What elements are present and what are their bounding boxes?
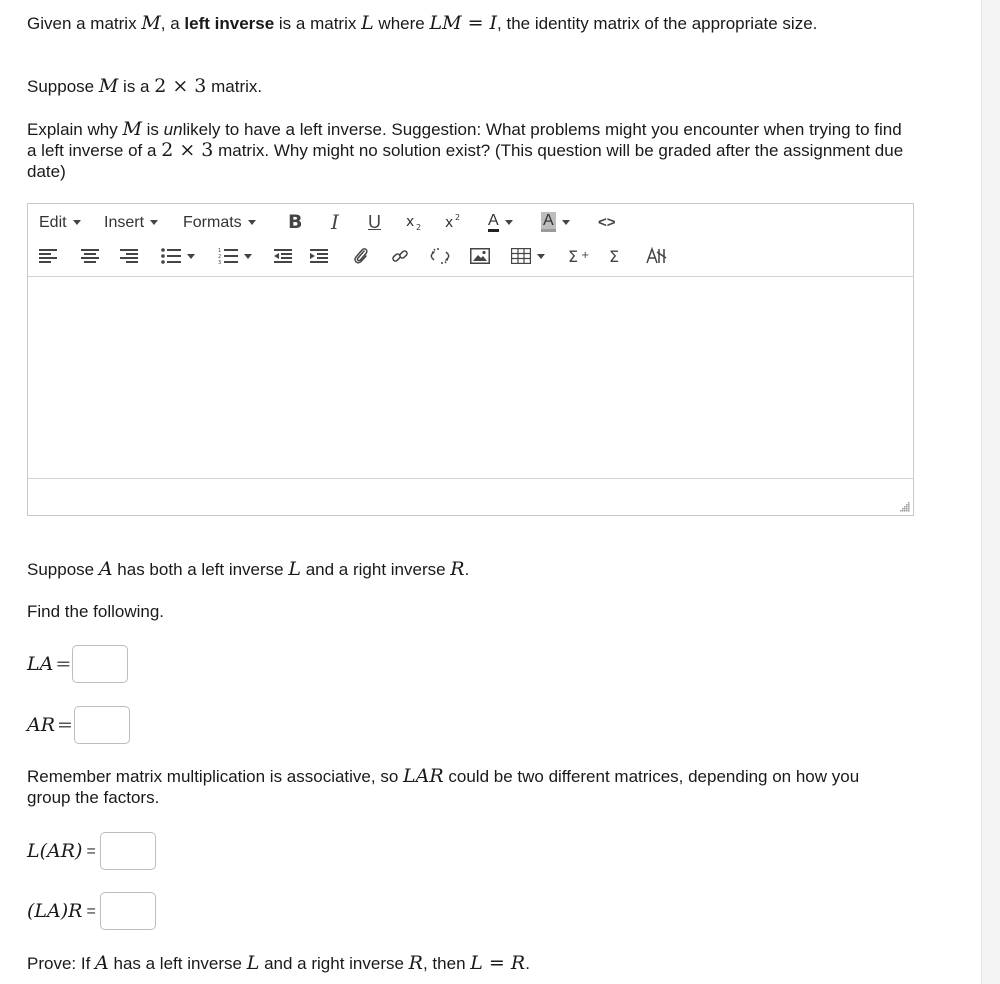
insert-equation-button[interactable] (567, 244, 593, 268)
indent-button[interactable] (309, 244, 329, 268)
align-left-icon (39, 248, 57, 264)
answer-l-ar-row (27, 832, 156, 870)
svg-text:2: 2 (416, 223, 422, 232)
explain-question: Explain why M is unlikely to have a left inverse. Suggestion: What problems might you encounter when trying to find a left inverse of a 2 × 3 matrix. Why might no solution exist? (This question will be graded after the assignment due date) (27, 118, 904, 181)
chevron-down-icon (537, 254, 545, 259)
superscript-icon (443, 212, 463, 232)
suppose-m-text: Suppose M is a 2 × 3 matrix. (27, 75, 263, 97)
attach-button[interactable] (351, 244, 371, 268)
svg-text:x: x (445, 215, 454, 231)
chevron-down-icon (505, 220, 513, 225)
insert-image-button[interactable] (469, 244, 491, 268)
editor-toolbar (28, 204, 913, 277)
align-left-button[interactable] (38, 244, 58, 268)
bold-button[interactable]: B (288, 210, 303, 233)
find-text: Find the following. (27, 602, 165, 621)
svg-text:Σ: Σ (568, 247, 579, 266)
align-center-button[interactable] (80, 244, 100, 268)
svg-text:2: 2 (455, 213, 461, 222)
indent-icon (310, 248, 328, 264)
paperclip-icon (353, 247, 369, 265)
bullet-list-icon (161, 248, 181, 264)
chevron-down-icon (244, 254, 252, 259)
link-icon (391, 247, 409, 265)
chevron-down-icon (187, 254, 195, 259)
ar-answer-input[interactable] (74, 706, 130, 744)
chevron-down-icon (248, 220, 256, 225)
chevron-down-icon (562, 220, 570, 225)
italic-button[interactable]: I (331, 209, 339, 234)
font-color-button[interactable] (488, 210, 513, 234)
svg-text:+: + (581, 250, 590, 261)
numbered-list-button[interactable] (218, 244, 258, 268)
source-code-button[interactable]: <> (598, 213, 616, 231)
insert-table-button[interactable] (511, 244, 551, 268)
svg-text:3: 3 (218, 260, 222, 264)
prove-text: Prove: If A has a left inverse L and a right inverse R, then L = R. (27, 952, 530, 974)
l-ar-label: L(AR) (27, 839, 83, 862)
l-ar-answer-input[interactable] (100, 832, 156, 870)
la-label: LA (27, 652, 54, 675)
insert-menu-label: Insert (104, 213, 145, 231)
equals-sign: = (86, 842, 96, 860)
equals-sign: = (57, 713, 73, 736)
remove-link-button[interactable] (429, 244, 451, 268)
editor-content-area[interactable] (28, 276, 913, 480)
superscript-button[interactable] (442, 210, 464, 234)
formats-menu-label: Formats (183, 213, 242, 231)
edit-menu-label: Edit (39, 213, 67, 231)
suppose-a-text: Suppose A has both a left inverse L and a right inverse R. (27, 558, 470, 580)
align-right-icon (120, 248, 138, 264)
subscript-button[interactable] (403, 210, 425, 234)
sigma-icon (607, 246, 627, 266)
outdent-icon (274, 248, 292, 264)
formats-menu[interactable] (183, 210, 256, 234)
chevron-down-icon (150, 220, 158, 225)
svg-text:2: 2 (218, 254, 222, 260)
edit-menu[interactable] (39, 210, 81, 234)
font-color-icon: A (488, 212, 499, 232)
la-r-label: (LA)R (27, 899, 83, 922)
sigma-plus-icon (568, 246, 592, 266)
bullet-list-button[interactable] (161, 244, 201, 268)
underline-button[interactable]: U (368, 211, 381, 232)
insert-link-button[interactable] (389, 244, 411, 268)
intro-text: Given a matrix M, a left inverse is a matrix L where LM = I, the identity matrix of the appropriate size. (27, 12, 818, 34)
svg-text:x: x (406, 214, 415, 230)
table-icon (511, 248, 531, 264)
remember-text: Remember matrix multiplication is associative, so LAR could be two different matrices, depending on how you group the factors. (27, 765, 860, 807)
svg-text:1: 1 (218, 248, 222, 254)
la-r-answer-input[interactable] (100, 892, 156, 930)
equals-sign: = (86, 902, 96, 920)
image-icon (470, 248, 490, 264)
background-color-button[interactable] (541, 210, 570, 234)
unlink-icon (430, 247, 450, 265)
subscript-icon (404, 212, 424, 232)
rich-text-editor (27, 203, 914, 516)
answer-la-r-row (27, 892, 156, 930)
equals-sign: = (55, 652, 72, 675)
text-direction-icon (645, 246, 669, 266)
la-answer-input[interactable] (72, 645, 128, 683)
align-right-button[interactable] (119, 244, 139, 268)
editor-statusbar (28, 478, 913, 515)
equation-editor-button[interactable] (606, 244, 628, 268)
text-direction-button[interactable] (644, 244, 670, 268)
insert-menu[interactable] (104, 210, 158, 234)
answer-la-row (27, 645, 128, 683)
numbered-list-icon (218, 248, 238, 264)
chevron-down-icon (73, 220, 81, 225)
background-color-icon: A (541, 212, 556, 232)
align-center-icon (81, 248, 99, 264)
ar-label: AR (27, 713, 56, 736)
scrollbar-track[interactable] (981, 0, 1000, 984)
svg-text:Σ: Σ (609, 247, 620, 266)
outdent-button[interactable] (273, 244, 293, 268)
resize-grip-icon[interactable] (900, 502, 910, 512)
answer-ar-row (27, 706, 130, 744)
